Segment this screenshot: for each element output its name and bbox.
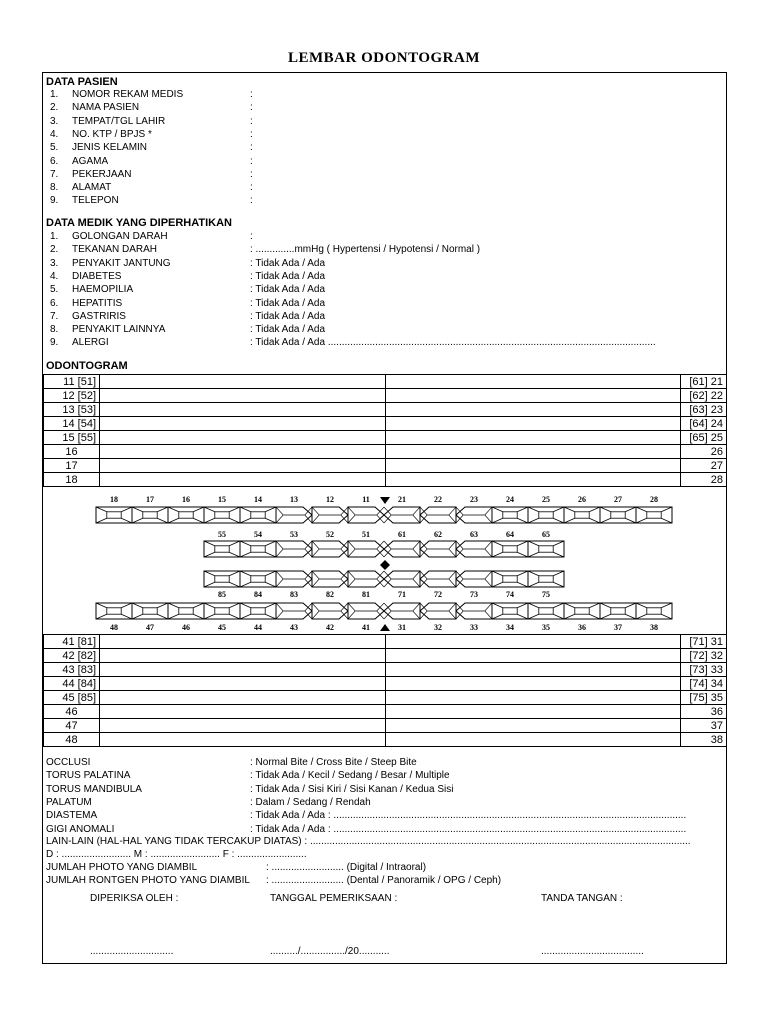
tooth-row [44,635,727,649]
tooth-number: 54 [254,530,262,539]
tooth-shape-lower_prim_numbers-2[interactable] [276,571,312,587]
field-label: NAMA PASIEN [72,102,140,114]
tooth-number: 63 [470,530,478,539]
tooth-note-right[interactable] [386,719,681,733]
tooth-label-right: [63] 23 [681,403,727,417]
tanda-tangan-label: TANDA TANGAN : [541,893,623,904]
exam-value[interactable]: : Tidak Ada / Ada : ............................................................................................................................... [250,823,687,835]
tooth-row [44,719,727,733]
item-number: 7. [50,310,59,322]
tooth-box-upper_prim_numbers-9[interactable] [528,541,564,557]
tooth-note-right[interactable] [386,649,681,663]
exam-value[interactable]: : Tidak Ada / Ada : ............................................................................................................................... [250,810,687,822]
tooth-box-lower_perm_numbers-4[interactable] [240,603,276,619]
tooth-box-upper_perm_numbers-4[interactable] [240,507,276,523]
tooth-number: 62 [434,530,442,539]
exam-value[interactable]: : Tidak Ada / Sisi Kiri / Sisi Kanan / Kedua Sisi [250,783,454,795]
tooth-label-left: 17 [44,459,100,473]
exam-value[interactable]: : Normal Bite / Cross Bite / Steep Bite [250,757,417,768]
tooth-number: 41 [362,623,370,632]
tooth-label-left: 16 [44,445,100,459]
tooth-label-left: 48 [44,733,100,747]
tooth-label-left: 42 [82] [44,649,100,663]
tooth-label-left: 46 [44,705,100,719]
tooth-label-left: 13 [53] [44,403,100,417]
tooth-box-lower_perm_numbers-12[interactable] [528,603,564,619]
tooth-shape-lower_perm_numbers-8[interactable] [384,603,420,619]
tooth-note-right[interactable] [386,705,681,719]
field-label: TELEPON [72,195,119,207]
tooth-number: 42 [326,623,334,632]
field-label: PENYAKIT LAINNYA [72,324,166,336]
tooth-number: 35 [542,623,550,632]
item-number: 3. [50,257,59,269]
diperiksa-oleh-field[interactable]: .............................. [90,946,174,957]
tooth-row [44,691,727,705]
tooth-box-upper_prim_numbers-1[interactable] [240,541,276,557]
tooth-number: 32 [434,623,442,632]
exam-value[interactable]: : Tidak Ada / Kecil / Sedang / Besar / Multiple [250,770,450,782]
tooth-label-left: 43 [83] [44,663,100,677]
tooth-shape-lower_prim_numbers-4[interactable] [348,571,384,587]
tooth-note-left[interactable] [100,677,386,691]
tooth-number: 53 [290,530,298,539]
tooth-box-upper_prim_numbers-8[interactable] [492,541,528,557]
tooth-number: 65 [542,530,550,539]
tooth-note-left[interactable] [100,649,386,663]
tooth-box-upper_perm_numbers-14[interactable] [600,507,636,523]
tooth-box-lower_prim_numbers-0[interactable] [204,571,240,587]
tooth-shape-upper_perm_numbers-9[interactable] [420,507,456,523]
tooth-label-right: [62] 22 [681,389,727,403]
tooth-label-right: 36 [681,705,727,719]
tooth-number: 48 [110,623,118,632]
tooth-number: 75 [542,590,550,599]
tooth-shape-upper_prim_numbers-6[interactable] [420,541,456,557]
field-value[interactable]: : [250,128,253,140]
tooth-number: 38 [650,623,658,632]
midline-diamond-icon [380,560,390,570]
tooth-row [44,733,727,747]
tooth-label-right: 37 [681,719,727,733]
field-label: HAEMOPILIA [72,284,134,296]
tooth-number: 61 [398,530,406,539]
tooth-shape-lower_perm_numbers-6[interactable] [312,603,348,619]
field-value[interactable]: : [250,115,253,127]
tooth-box-upper_perm_numbers-13[interactable] [564,507,600,523]
field-value[interactable]: : Tidak Ada / Ada [250,284,326,296]
photo-label: JUMLAH PHOTO YANG DIAMBIL [46,862,198,873]
tooth-label-right: 26 [681,445,727,459]
tooth-number: 28 [650,495,658,504]
diperiksa-oleh-label: DIPERIKSA OLEH : [90,893,179,904]
tooth-note-left[interactable] [100,719,386,733]
item-number: 4. [50,270,59,282]
tooth-number: 13 [290,495,298,504]
field-label: TEKANAN DARAH [72,244,158,256]
tooth-box-upper_perm_numbers-0[interactable] [96,507,132,523]
field-label: NOMOR REKAM MEDIS [72,89,184,100]
tooth-box-upper_perm_numbers-12[interactable] [528,507,564,523]
tooth-box-lower_prim_numbers-1[interactable] [240,571,276,587]
field-value[interactable]: : Tidak Ada / Ada ...................................................................................................................... [250,337,656,349]
page-title: LEMBAR ODONTOGRAM [288,50,480,66]
tooth-number: 52 [326,530,334,539]
field-label: ALAMAT [72,182,112,194]
item-number: 6. [50,155,59,167]
exam-label: TORUS PALATINA [46,770,131,782]
tooth-number: 83 [290,590,298,599]
tooth-row [44,663,727,677]
field-label: DIABETES [72,270,122,282]
tooth-number: 12 [326,495,334,504]
field-label: ALERGI [72,337,109,349]
tooth-shape-lower_perm_numbers-7[interactable] [348,603,384,619]
tooth-box-lower_perm_numbers-0[interactable] [96,603,132,619]
tooth-note-right[interactable] [386,663,681,677]
lower-teeth-table [43,634,727,747]
tooth-number: 47 [146,623,154,632]
tooth-box-lower_perm_numbers-13[interactable] [564,603,600,619]
exam-label: PALATUM [46,796,92,808]
exam-label: TORUS MANDIBULA [46,783,142,795]
tooth-number: 45 [218,623,226,632]
field-label: HEPATITIS [72,297,123,309]
tooth-label-left: 18 [44,473,100,487]
item-number: 1. [50,89,59,100]
tooth-label-right: [61] 21 [681,375,727,389]
item-number: 2. [50,244,59,256]
tooth-number: 73 [470,590,478,599]
tooth-shape-lower_prim_numbers-6[interactable] [420,571,456,587]
tooth-note-right[interactable] [386,691,681,705]
tooth-note-left[interactable] [100,663,386,677]
field-value[interactable]: : Tidak Ada / Ada [250,297,326,309]
item-number: 2. [50,102,59,114]
tooth-shape-upper_prim_numbers-7[interactable] [456,541,492,557]
item-number: 3. [50,115,59,127]
tooth-shape-lower_perm_numbers-5[interactable] [276,603,312,619]
field-label: NO. KTP / BPJS * [72,128,152,140]
tooth-number: 31 [398,623,406,632]
tooth-number: 15 [218,495,226,504]
field-label: AGAMA [72,155,109,167]
tooth-shape-upper_prim_numbers-2[interactable] [276,541,312,557]
dmf-field[interactable]: D : ......................... M : ......................... F : ......................... [46,849,307,860]
tooth-label-left: 45 [85] [44,691,100,705]
tooth-label-right: 38 [681,733,727,747]
section-heading-data-pasien: DATA PASIEN [46,76,118,88]
tooth-note-left[interactable] [100,691,386,705]
tooth-shape-lower_prim_numbers-3[interactable] [312,571,348,587]
item-number: 7. [50,168,59,180]
tooth-note-left[interactable] [100,635,386,649]
tooth-number: 17 [146,495,154,504]
tooth-box-lower_perm_numbers-3[interactable] [204,603,240,619]
field-value[interactable]: : [250,231,253,242]
photo-field[interactable]: : .......................... (Digital / Intraoral) [266,862,427,873]
lain-lain-field[interactable]: LAIN-LAIN (HAL-HAL YANG TIDAK TERCAKUP DIATAS) : ......................................................................................................................................... [46,836,691,847]
tooth-box-upper_perm_numbers-3[interactable] [204,507,240,523]
tooth-number: 44 [254,623,262,632]
tooth-number: 82 [326,590,334,599]
tanda-tangan-field[interactable]: ..................................... [541,946,644,957]
tooth-label-left: 14 [54] [44,417,100,431]
tooth-box-upper_perm_numbers-15[interactable] [636,507,672,523]
tooth-box-lower_perm_numbers-1[interactable] [132,603,168,619]
exam-label: GIGI ANOMALI [46,823,115,835]
tooth-shape-upper_perm_numbers-10[interactable] [456,507,492,523]
tooth-label-right: [74] 34 [681,677,727,691]
tooth-label-left: 47 [44,719,100,733]
item-number: 8. [50,324,59,336]
exam-label: DIASTEMA [46,810,98,822]
tooth-number: 18 [110,495,118,504]
field-value[interactable]: : Tidak Ada / Ada [250,324,326,336]
tooth-label-left: 11 [51] [44,375,100,389]
tooth-shape-upper_perm_numbers-7[interactable] [348,507,384,523]
field-label: GASTRIRIS [72,310,126,322]
tooth-label-left: 44 [84] [44,677,100,691]
tooth-note-right[interactable] [386,733,681,747]
tooth-label-right: [72] 32 [681,649,727,663]
tooth-label-right: 27 [681,459,727,473]
item-number: 5. [50,284,59,296]
field-label: PENYAKIT JANTUNG [72,257,171,269]
tooth-box-upper_perm_numbers-11[interactable] [492,507,528,523]
tooth-number: 46 [182,623,190,632]
section-heading-odontogram: ODONTOGRAM [46,360,128,372]
rontgen-field[interactable]: : .......................... (Dental / Panoramik / OPG / Ceph) [266,875,502,886]
item-number: 5. [50,142,59,154]
tooth-number: 55 [218,530,226,539]
field-value[interactable]: : Tidak Ada / Ada [250,270,326,282]
tooth-row [44,705,727,719]
tooth-label-left: 15 [55] [44,431,100,445]
exam-label: OCCLUSI [46,757,91,768]
field-value[interactable]: : Tidak Ada / Ada [250,310,326,322]
field-value[interactable]: : [250,102,253,114]
tooth-number: 85 [218,590,226,599]
field-value[interactable]: : Tidak Ada / Ada [250,257,326,269]
tooth-number: 34 [506,623,514,632]
tooth-shape-lower_prim_numbers-7[interactable] [456,571,492,587]
tooth-number: 25 [542,495,550,504]
tooth-number: 81 [362,590,370,599]
tooth-label-right: [64] 24 [681,417,727,431]
tooth-number: 16 [182,495,190,504]
tooth-label-right: [71] 31 [681,635,727,649]
tooth-box-lower_perm_numbers-11[interactable] [492,603,528,619]
tooth-box-upper_prim_numbers-0[interactable] [204,541,240,557]
item-number: 4. [50,128,59,140]
tooth-number: 27 [614,495,622,504]
tooth-row [44,677,727,691]
tooth-box-upper_perm_numbers-1[interactable] [132,507,168,523]
tooth-number: 23 [470,495,478,504]
tooth-number: 36 [578,623,586,632]
tooth-note-right[interactable] [386,635,681,649]
tooth-shape-lower_perm_numbers-9[interactable] [420,603,456,619]
item-number: 9. [50,337,59,349]
tooth-shape-upper_perm_numbers-8[interactable] [384,507,420,523]
field-label: TEMPAT/TGL LAHIR [72,115,166,127]
field-value[interactable]: : [250,155,253,167]
field-label: JENIS KELAMIN [72,142,148,154]
tooth-number: 24 [506,495,514,504]
item-number: 8. [50,182,59,194]
tooth-box-lower_perm_numbers-2[interactable] [168,603,204,619]
field-value[interactable]: : ..............mmHg ( Hypertensi / Hypotensi / Normal ) [250,244,481,256]
tooth-box-lower_perm_numbers-14[interactable] [600,603,636,619]
field-label: PEKERJAAN [72,168,132,180]
tooth-number: 37 [614,623,622,632]
tooth-number: 43 [290,623,298,632]
field-value[interactable]: : [250,195,253,207]
tooth-number: 71 [398,590,406,599]
field-value[interactable]: : [250,142,253,154]
field-value[interactable]: : [250,182,253,194]
tooth-box-upper_perm_numbers-2[interactable] [168,507,204,523]
tooth-shape-upper_prim_numbers-5[interactable] [384,541,420,557]
tanggal-pemeriksaan-label: TANGGAL PEMERIKSAAN : [270,893,398,904]
item-number: 9. [50,195,59,207]
tooth-box-lower_prim_numbers-9[interactable] [528,571,564,587]
tooth-note-right[interactable] [386,677,681,691]
tooth-number: 84 [254,590,262,599]
tooth-box-lower_prim_numbers-8[interactable] [492,571,528,587]
tooth-shape-lower_prim_numbers-5[interactable] [384,571,420,587]
tooth-number: 21 [398,495,406,504]
tooth-label-right: 28 [681,473,727,487]
tooth-number: 72 [434,590,442,599]
tooth-note-left[interactable] [100,733,386,747]
rontgen-label: JUMLAH RONTGEN PHOTO YANG DIAMBIL [46,875,250,886]
field-value[interactable]: : [250,89,253,100]
tooth-label-left: 41 [81] [44,635,100,649]
section-heading-data-medik: DATA MEDIK YANG DIPERHATIKAN [46,217,232,229]
tooth-shape-upper_perm_numbers-5[interactable] [276,507,312,523]
tooth-label-right: [75] 35 [681,691,727,705]
item-number: 1. [50,231,59,242]
tooth-shape-lower_perm_numbers-10[interactable] [456,603,492,619]
tooth-label-right: [73] 33 [681,663,727,677]
tooth-shape-upper_perm_numbers-6[interactable] [312,507,348,523]
tooth-row [44,649,727,663]
tanggal-pemeriksaan-field[interactable]: ........../................/20........... [270,946,390,957]
tooth-number: 33 [470,623,478,632]
tooth-label-right: [65] 25 [681,431,727,445]
tooth-shape-upper_prim_numbers-3[interactable] [312,541,348,557]
tooth-number: 64 [506,530,514,539]
tooth-shape-upper_prim_numbers-4[interactable] [348,541,384,557]
field-label: GOLONGAN DARAH [72,231,168,242]
tooth-number: 22 [434,495,442,504]
item-number: 6. [50,297,59,309]
field-value[interactable]: : [250,168,253,180]
tooth-number: 74 [506,590,514,599]
tooth-label-left: 12 [52] [44,389,100,403]
tooth-number: 14 [254,495,262,504]
tooth-number: 11 [362,495,370,504]
tooth-box-lower_perm_numbers-15[interactable] [636,603,672,619]
tooth-number: 51 [362,530,370,539]
tooth-note-left[interactable] [100,705,386,719]
exam-value[interactable]: : Dalam / Sedang / Rendah [250,796,371,808]
tooth-number: 26 [578,495,586,504]
